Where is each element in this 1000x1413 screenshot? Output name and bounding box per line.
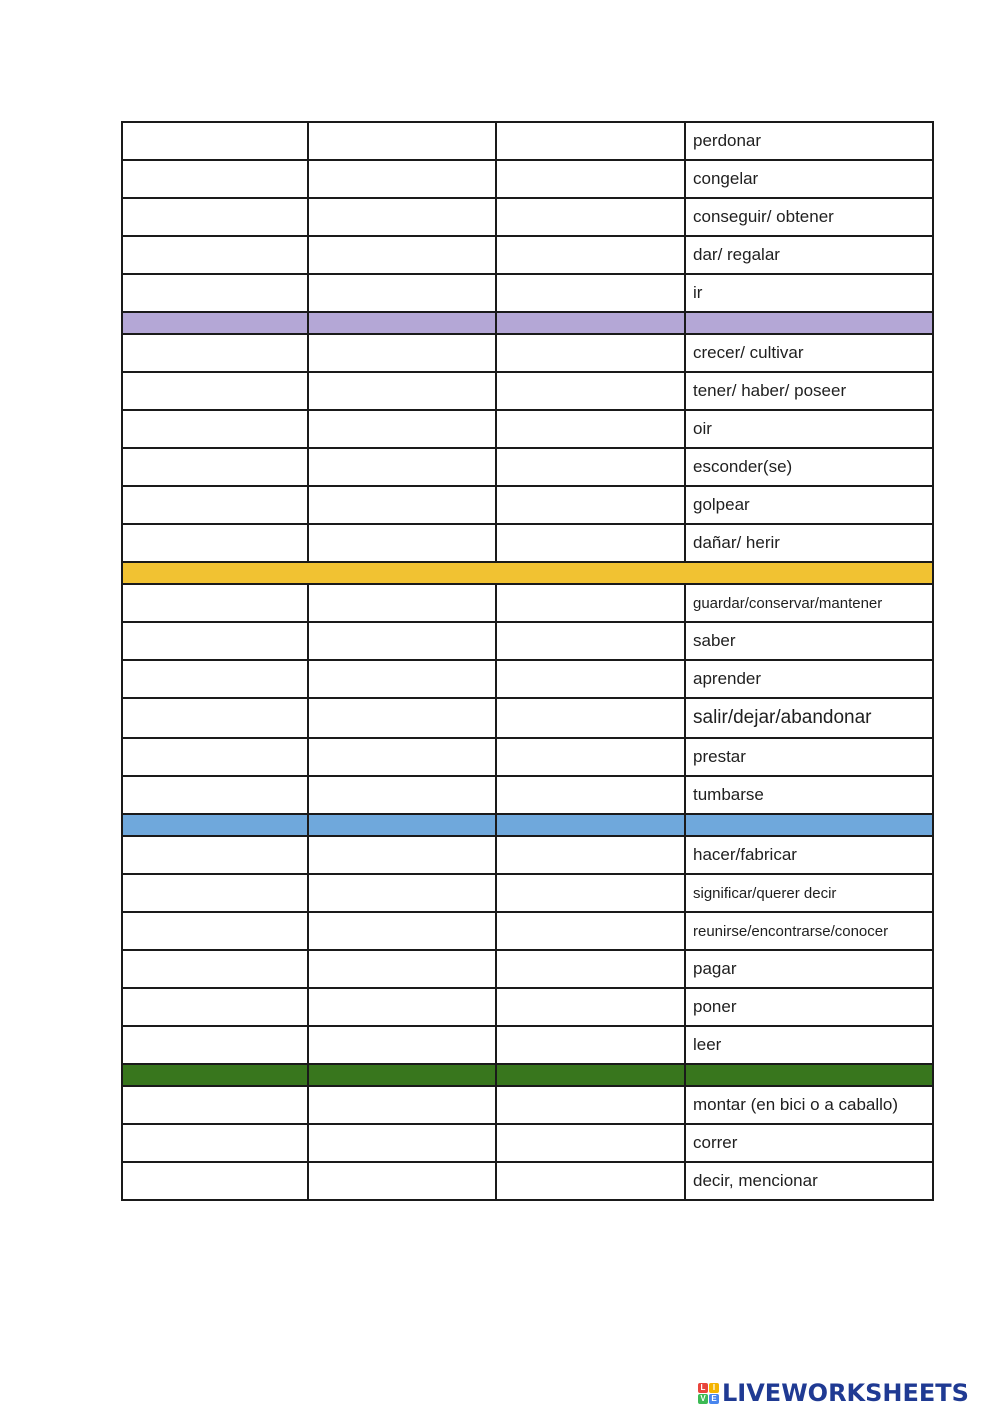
answer-cell-3[interactable] (496, 836, 685, 874)
meaning-cell: leer (685, 1026, 933, 1064)
meaning-cell: reunirse/encontrarse/conocer (685, 912, 933, 950)
verb-row (122, 1162, 933, 1200)
liveworksheets-logo (698, 1378, 969, 1408)
verb-row (122, 874, 933, 912)
answer-cell-2[interactable] (308, 738, 496, 776)
answer-cell-1[interactable] (122, 122, 308, 160)
meaning-cell: dar/ regalar (685, 236, 933, 274)
answer-cell-1[interactable] (122, 584, 308, 622)
verb-row (122, 524, 933, 562)
separator-cell (685, 814, 933, 836)
verb-row (122, 334, 933, 372)
answer-cell-2[interactable] (308, 122, 496, 160)
answer-cell-1[interactable] (122, 988, 308, 1026)
meaning-cell: aprender (685, 660, 933, 698)
meaning-cell: tener/ haber/ poseer (685, 372, 933, 410)
answer-cell-1[interactable] (122, 1086, 308, 1124)
answer-cell-3[interactable] (496, 448, 685, 486)
meaning-cell: perdonar (685, 122, 933, 160)
answer-cell-1[interactable] (122, 912, 308, 950)
answer-cell-1[interactable] (122, 874, 308, 912)
answer-cell-2[interactable] (308, 524, 496, 562)
verb-row (122, 160, 933, 198)
verb-table-body (122, 122, 933, 1200)
answer-cell-2[interactable] (308, 950, 496, 988)
separator-cell (308, 312, 496, 334)
answer-cell-2[interactable] (308, 1086, 496, 1124)
verb-row (122, 410, 933, 448)
answer-cell-1[interactable] (122, 410, 308, 448)
meaning-cell: tumbarse (685, 776, 933, 814)
verb-row (122, 738, 933, 776)
answer-cell-3[interactable] (496, 912, 685, 950)
answer-cell-3[interactable] (496, 372, 685, 410)
meaning-cell: correr (685, 1124, 933, 1162)
answer-cell-1[interactable] (122, 160, 308, 198)
separator-cell (308, 1064, 496, 1086)
answer-cell-3[interactable] (496, 1162, 685, 1200)
answer-cell-2[interactable] (308, 410, 496, 448)
answer-cell-2[interactable] (308, 448, 496, 486)
answer-cell-1[interactable] (122, 698, 308, 738)
answer-cell-1[interactable] (122, 274, 308, 312)
answer-cell-3[interactable] (496, 988, 685, 1026)
meaning-cell: decir, mencionar (685, 1162, 933, 1200)
separator-cell (496, 814, 685, 836)
answer-cell-2[interactable] (308, 776, 496, 814)
logo-wordmark: LIVEWORKSHEETS (722, 1379, 969, 1407)
answer-cell-2[interactable] (308, 1026, 496, 1064)
answer-cell-1[interactable] (122, 622, 308, 660)
answer-cell-2[interactable] (308, 698, 496, 738)
answer-cell-3[interactable] (496, 410, 685, 448)
answer-cell-2[interactable] (308, 660, 496, 698)
answer-cell-2[interactable] (308, 874, 496, 912)
verb-row (122, 274, 933, 312)
logo-letter: L (698, 1383, 708, 1393)
answer-cell-2[interactable] (308, 912, 496, 950)
answer-cell-1[interactable] (122, 198, 308, 236)
answer-cell-2[interactable] (308, 236, 496, 274)
separator-cell (496, 312, 685, 334)
logo-letter: E (709, 1394, 719, 1404)
answer-cell-3[interactable] (496, 524, 685, 562)
answer-cell-3[interactable] (496, 198, 685, 236)
verb-row (122, 1026, 933, 1064)
separator-cell (308, 814, 496, 836)
meaning-cell: oir (685, 410, 933, 448)
verb-row (122, 486, 933, 524)
answer-cell-1[interactable] (122, 1026, 308, 1064)
separator-cell (685, 1064, 933, 1086)
meaning-cell: pagar (685, 950, 933, 988)
answer-cell-1[interactable] (122, 1162, 308, 1200)
logo-mark-icon (698, 1383, 719, 1404)
section-separator-blue (122, 814, 933, 836)
verb-row (122, 236, 933, 274)
answer-cell-3[interactable] (496, 1124, 685, 1162)
answer-cell-1[interactable] (122, 950, 308, 988)
answer-cell-1[interactable] (122, 372, 308, 410)
answer-cell-3[interactable] (496, 698, 685, 738)
answer-cell-3[interactable] (496, 776, 685, 814)
answer-cell-1[interactable] (122, 836, 308, 874)
answer-cell-2[interactable] (308, 836, 496, 874)
meaning-cell: crecer/ cultivar (685, 334, 933, 372)
meaning-cell: hacer/fabricar (685, 836, 933, 874)
answer-cell-2[interactable] (308, 584, 496, 622)
verb-row (122, 1124, 933, 1162)
answer-cell-1[interactable] (122, 334, 308, 372)
section-separator-yellow (122, 562, 933, 584)
meaning-cell: saber (685, 622, 933, 660)
verb-row (122, 950, 933, 988)
section-separator-green (122, 1064, 933, 1086)
answer-cell-3[interactable] (496, 874, 685, 912)
meaning-cell: montar (en bici o a caballo) (685, 1086, 933, 1124)
verb-row (122, 198, 933, 236)
answer-cell-3[interactable] (496, 584, 685, 622)
meaning-cell: conseguir/ obtener (685, 198, 933, 236)
answer-cell-3[interactable] (496, 160, 685, 198)
meaning-cell: salir/dejar/abandonar (685, 698, 933, 738)
verb-row (122, 1086, 933, 1124)
meaning-cell: significar/querer decir (685, 874, 933, 912)
answer-cell-2[interactable] (308, 160, 496, 198)
verb-row (122, 836, 933, 874)
separator-cell (122, 312, 308, 334)
answer-cell-1[interactable] (122, 660, 308, 698)
meaning-cell: guardar/conservar/mantener (685, 584, 933, 622)
verb-row (122, 988, 933, 1026)
meaning-cell: congelar (685, 160, 933, 198)
answer-cell-1[interactable] (122, 524, 308, 562)
meaning-cell: prestar (685, 738, 933, 776)
verb-row (122, 448, 933, 486)
answer-cell-3[interactable] (496, 1086, 685, 1124)
section-separator-purple (122, 312, 933, 334)
answer-cell-2[interactable] (308, 1162, 496, 1200)
meaning-cell: esconder(se) (685, 448, 933, 486)
answer-cell-3[interactable] (496, 274, 685, 312)
separator-cell (496, 1064, 685, 1086)
answer-cell-3[interactable] (496, 1026, 685, 1064)
answer-cell-1[interactable] (122, 738, 308, 776)
meaning-cell: poner (685, 988, 933, 1026)
verb-row (122, 584, 933, 622)
verb-row (122, 776, 933, 814)
answer-cell-1[interactable] (122, 486, 308, 524)
answer-cell-3[interactable] (496, 622, 685, 660)
answer-cell-2[interactable] (308, 988, 496, 1026)
answer-cell-3[interactable] (496, 660, 685, 698)
answer-cell-1[interactable] (122, 448, 308, 486)
verb-row (122, 122, 933, 160)
answer-cell-3[interactable] (496, 122, 685, 160)
answer-cell-3[interactable] (496, 236, 685, 274)
separator-cell (122, 814, 308, 836)
verb-table (121, 121, 934, 1201)
meaning-cell: golpear (685, 486, 933, 524)
answer-cell-3[interactable] (496, 334, 685, 372)
answer-cell-2[interactable] (308, 1124, 496, 1162)
answer-cell-1[interactable] (122, 776, 308, 814)
answer-cell-2[interactable] (308, 198, 496, 236)
answer-cell-3[interactable] (496, 486, 685, 524)
verb-row (122, 372, 933, 410)
meaning-cell: dañar/ herir (685, 524, 933, 562)
answer-cell-1[interactable] (122, 236, 308, 274)
answer-cell-3[interactable] (496, 950, 685, 988)
answer-cell-1[interactable] (122, 1124, 308, 1162)
meaning-cell: ir (685, 274, 933, 312)
answer-cell-2[interactable] (308, 274, 496, 312)
verb-row (122, 622, 933, 660)
answer-cell-2[interactable] (308, 486, 496, 524)
logo-letter: I (709, 1383, 719, 1393)
answer-cell-3[interactable] (496, 738, 685, 776)
verb-row (122, 660, 933, 698)
separator-cell (685, 312, 933, 334)
answer-cell-2[interactable] (308, 334, 496, 372)
verb-row (122, 912, 933, 950)
separator-cell (122, 1064, 308, 1086)
answer-cell-2[interactable] (308, 622, 496, 660)
logo-letter: V (698, 1394, 708, 1404)
separator-cell (122, 562, 933, 584)
verb-row (122, 698, 933, 738)
answer-cell-2[interactable] (308, 372, 496, 410)
